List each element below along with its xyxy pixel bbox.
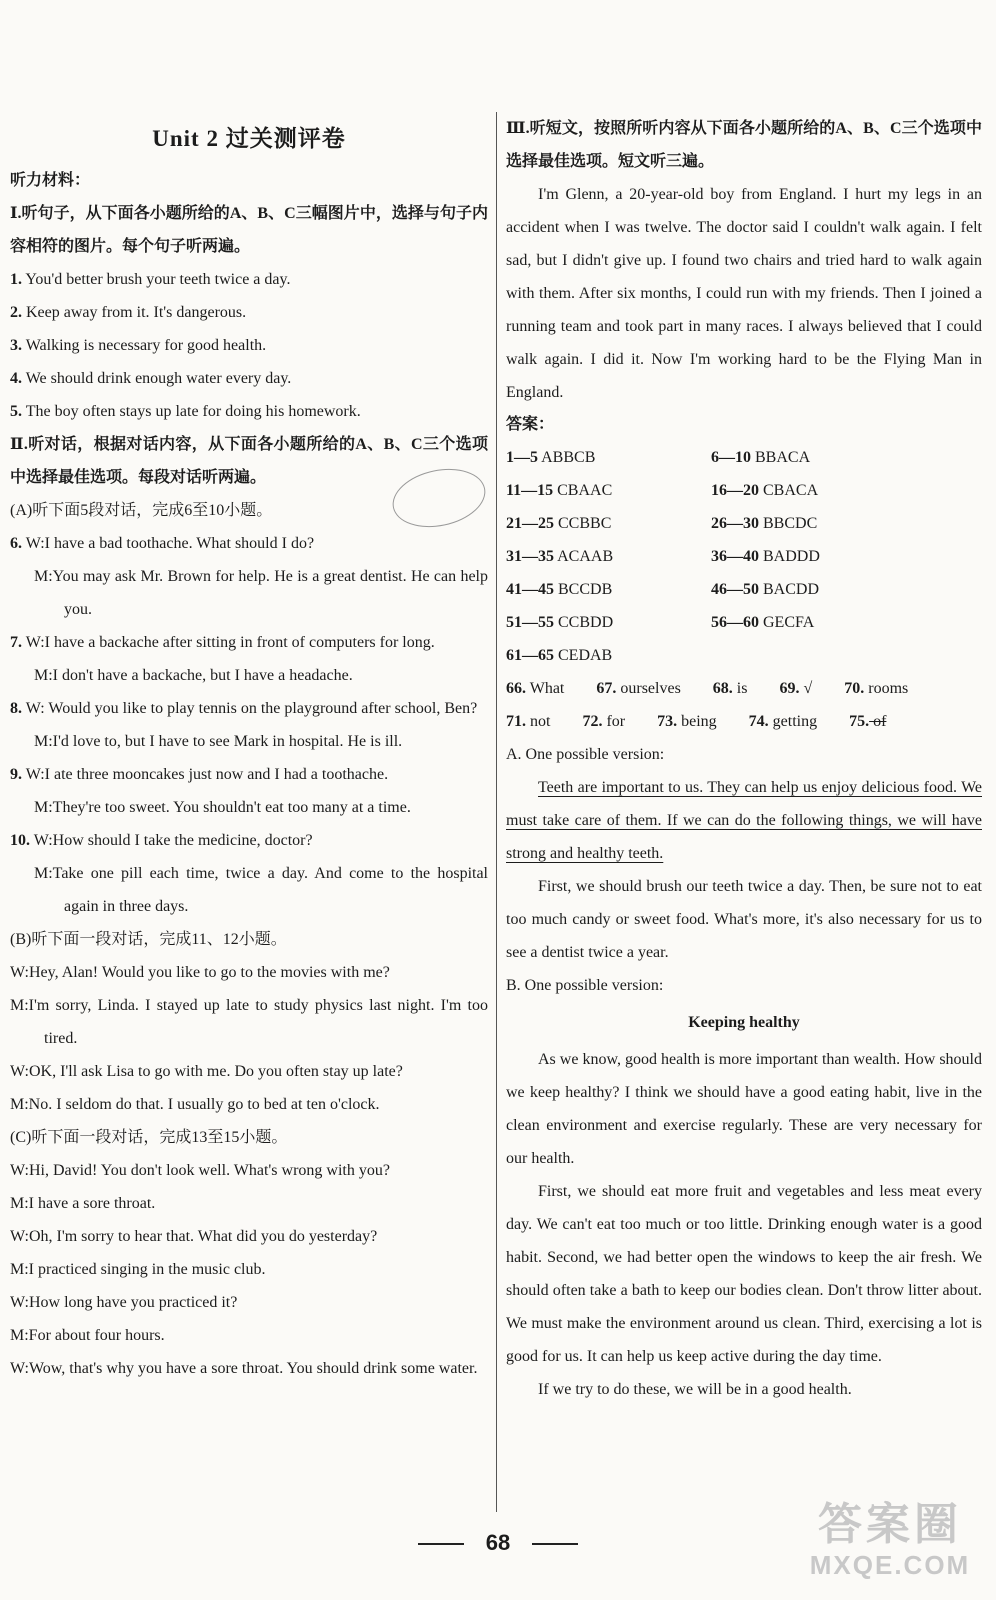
answer-item: 16—20 CBACA	[711, 482, 819, 499]
part-c-line-5: W:How long have you practiced it?	[10, 1294, 238, 1311]
answer-item: 21—25 CCBBC	[506, 515, 612, 532]
section-2-instructions: Ⅱ.听对话，根据对话内容，从下面各小题所给的A、B、C三个选项中选择最佳选项。每段对话听两遍。	[10, 436, 488, 486]
watermark-url: MXQE.COM	[809, 1550, 971, 1580]
part-c-line-2: M:I have a sore throat.	[10, 1195, 156, 1212]
sentence-3: 3. Walking is necessary for good health.	[10, 337, 267, 354]
part-c-line-1: W:Hi, David! You don't look well. What's wrong with you?	[10, 1162, 390, 1179]
page-number-text: 68	[485, 1530, 511, 1555]
dialog-10-m: M:Take one pill each time, twice a day. And come to the hospital again in three days.	[34, 865, 488, 915]
right-column	[506, 112, 982, 1406]
answer-item: 1—5 ABBCB	[506, 449, 596, 466]
answer-item: 51—55 CCBDD	[506, 614, 614, 631]
dialog-9-m: M:They're too sweet. You shouldn't eat too many at a time.	[34, 799, 411, 816]
site-watermark	[800, 1500, 980, 1595]
answer-item: 26—30 BBCDC	[711, 515, 818, 532]
fill-answers-row-1	[506, 672, 982, 705]
answer-item: 6—10 BBACA	[711, 449, 811, 466]
part-b-line-4: M:No. I seldom do that. I usually go to bed at ten o'clock.	[10, 1096, 380, 1113]
answer-item: 41—45 BCCDB	[506, 581, 613, 598]
answer-item: 36—40 BADDD	[711, 548, 820, 565]
section-3-instructions: Ⅲ.听短文，按照所听内容从下面各小题所给的A、B、C三个选项中选择最佳选项。短文听三遍。	[506, 120, 982, 170]
dialog-8-m: M:I'd love to, but I have to see Mark in hospital. He is ill.	[34, 733, 403, 750]
sentence-1: 1. You'd better brush your teeth twice a day.	[10, 271, 291, 288]
answer-item: 66. What	[506, 680, 565, 697]
dialog-8-w: 8. W: Would you like to play tennis on the playground after school, Ben?	[10, 700, 478, 717]
answer-item: 11—15 CBAAC	[506, 482, 613, 499]
sentence-2: 2. Keep away from it. It's dangerous.	[10, 304, 247, 321]
answer-item: 71. not	[506, 713, 551, 730]
listening-heading: 听力材料：	[10, 172, 91, 189]
page-number-rule-left	[418, 1543, 464, 1545]
dialog-6-m: M:You may ask Mr. Brown for help. He is a great dentist. He can help you.	[34, 568, 488, 618]
essay-title: Keeping healthy	[688, 1014, 800, 1031]
answer-item: 46—50 BACDD	[711, 581, 820, 598]
version-a-intro: Teeth are important to us. They can help us enjoy delicious food. We must take care of them. If we can do the following things, we will have strong and healthy teeth.	[506, 779, 982, 862]
dialog-9-w: 9. W:I ate three mooncakes just now and I had a toothache.	[10, 766, 389, 783]
answer-item: 31—35 ACAAB	[506, 548, 614, 565]
sentence-4: 4. We should drink enough water every day.	[10, 370, 292, 387]
part-c-line-4: M:I practiced singing in the music club.	[10, 1261, 266, 1278]
part-b-line-3: W:OK, I'll ask Lisa to go with me. Do you often stay up late?	[10, 1063, 403, 1080]
answer-item: 74. getting	[748, 713, 818, 730]
listening-passage: I'm Glenn, a 20-year-old boy from England. I hurt my legs in an accident when I was twelve. The doctor said I couldn't walk again. I felt sad, but I didn't give up. I found two chairs and tried hard to walk again with them. After six months, I could run with my friends. Then I joined a running team and took part in many races. I always believed that I could walk again. I did it. Now I'm working hard to be the Flying Man in England.	[506, 186, 982, 401]
dialog-7-m: M:I don't have a backache, but I have a headache.	[34, 667, 353, 684]
version-b-label: B. One possible version:	[506, 977, 664, 994]
essay-paragraph-3: If we try to do these, we will be in a good health.	[538, 1381, 852, 1398]
dialog-10-w: 10. W:How should I take the medicine, doctor?	[10, 832, 313, 849]
part-a-instructions: (A)听下面5段对话，完成6至10小题。	[10, 502, 273, 519]
left-column	[10, 118, 488, 1385]
answer-item: 70. rooms	[844, 680, 909, 697]
answer-item: 73. being	[657, 713, 717, 730]
part-c-line-7: W:Wow, that's why you have a sore throat. You should drink some water.	[10, 1360, 478, 1377]
answer-item: 56—60 GECFA	[711, 614, 815, 631]
page-title: Unit 2 过关测评卷	[152, 126, 346, 151]
answers-label: 答案：	[506, 416, 555, 433]
answer-item: 67. ourselves	[596, 680, 681, 697]
sentence-5: 5. The boy often stays up late for doing his homework.	[10, 403, 361, 420]
dialog-6-w: 6. W:I have a bad toothache. What should I do?	[10, 535, 315, 552]
part-b-line-1: W:Hey, Alan! Would you like to go to the movies with me?	[10, 964, 390, 981]
fill-answers-row-2	[506, 705, 982, 738]
essay-paragraph-2: First, we should eat more fruit and vegetables and less meat every day. We can't eat too much or too little. Drinking enough water is a good habit. Second, we had better open the windows to keep the air fresh. We should often take a bath to keep our bodies clean. Don't throw litter about. We must make the environment around us clean. Third, exercising a lot is good for us. It can help us keep active during the day time.	[506, 1183, 982, 1365]
answer-item: 75. of	[849, 713, 887, 730]
version-a-label: A. One possible version:	[506, 746, 665, 763]
column-divider	[496, 112, 497, 1512]
dialog-7-w: 7. W:I have a backache after sitting in front of computers for long.	[10, 634, 435, 651]
answer-item: 72. for	[582, 713, 626, 730]
part-c-line-3: W:Oh, I'm sorry to hear that. What did you do yesterday?	[10, 1228, 378, 1245]
page-number-rule-right	[532, 1543, 578, 1545]
answer-item: 61—65 CEDAB	[506, 647, 613, 664]
part-b-line-2: M:I'm sorry, Linda. I stayed up late to study physics last night. I'm too tired.	[10, 997, 488, 1047]
essay-paragraph-1: As we know, good health is more important than wealth. How should we keep healthy? I think we should have a good eating habit, live in the clean environment and exercise regularly. These are very necessary for our health.	[506, 1051, 982, 1167]
part-c-line-6: M:For about four hours.	[10, 1327, 165, 1344]
part-b-instructions: (B)听下面一段对话，完成11、12小题。	[10, 931, 287, 948]
watermark-logo-text: 答案圈	[818, 1500, 962, 1549]
section-1-instructions: Ⅰ.听句子，从下面各小题所给的A、B、C三幅图片中，选择与句子内容相符的图片。每个句子听两遍。	[10, 205, 488, 255]
version-a-body: First, we should brush our teeth twice a day. Then, be sure not to eat too much candy or sweet food. What's more, it's also necessary for us to see a dentist twice a year.	[506, 878, 982, 961]
answer-item: 68. is	[712, 680, 748, 697]
part-c-instructions: (C)听下面一段对话，完成13至15小题。	[10, 1129, 288, 1146]
answer-key-grid	[506, 441, 982, 672]
answer-item: 69. √	[779, 680, 813, 697]
